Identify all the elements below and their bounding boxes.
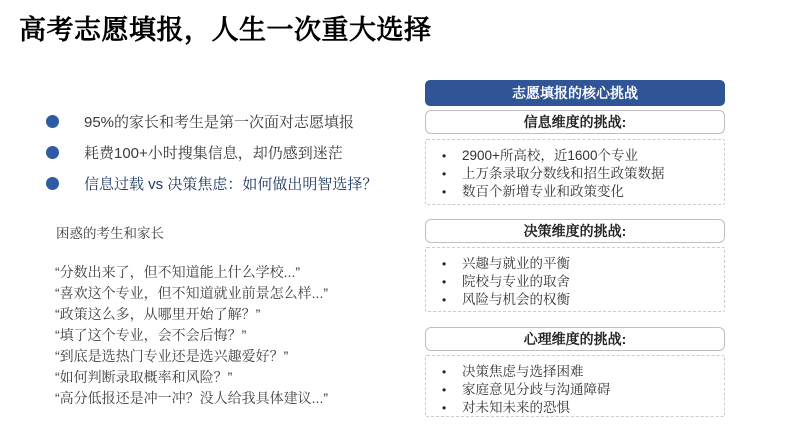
key-point <box>46 174 377 192</box>
quote-line: “政策这么多，从哪里开始了解？” <box>55 306 261 322</box>
section-title-psychology: 心理维度的挑战: <box>425 327 725 351</box>
section-items-information <box>425 139 725 205</box>
list-item: • 2900+所高校，近1600个专业 <box>426 147 724 165</box>
quote-line: “喜欢这个专业，但不知道就业前景怎么样...” <box>55 285 328 301</box>
quote-line: “如何判断录取概率和风险？” <box>55 369 233 385</box>
list-item: • 风险与机会的权衡 <box>426 291 724 309</box>
section-items-psychology <box>425 355 725 417</box>
key-points-list <box>46 112 377 205</box>
quote-line: “高分低报还是冲一冲？没人给我具体建议...” <box>55 390 328 406</box>
bullet-dot-icon <box>46 146 59 159</box>
key-point <box>46 112 377 130</box>
challenges-panel <box>425 80 725 425</box>
section-title-decision: 决策维度的挑战: <box>425 219 725 243</box>
list-item: • 对未知未来的恐惧 <box>426 399 724 417</box>
section-title-information: 信息维度的挑战: <box>425 110 725 134</box>
list-item: • 数百个新增专业和政策变化 <box>426 183 724 201</box>
key-point-text: 95%的家长和考生是第一次面对志愿填报 <box>84 113 355 131</box>
panel-header: 志愿填报的核心挑战 <box>425 80 725 106</box>
quote-line: “填了这个专业，会不会后悔？” <box>55 327 247 343</box>
list-item: • 上万条录取分数线和招生政策数据 <box>426 165 724 183</box>
section-items-decision <box>425 247 725 312</box>
quotes-label: 困惑的考生和家长 <box>56 226 164 241</box>
quote-line: “分数出来了，但不知道能上什么学校...” <box>55 264 300 280</box>
bullet-dot-icon <box>46 177 59 190</box>
list-item: • 决策焦虑与选择困难 <box>426 363 724 381</box>
page-title: 高考志愿填报，人生一次重大选择 <box>19 15 432 45</box>
quotes-list <box>55 262 328 409</box>
bullet-dot-icon <box>46 115 59 128</box>
list-item: • 家庭意见分歧与沟通障碍 <box>426 381 724 399</box>
list-item: • 兴趣与就业的平衡 <box>426 255 724 273</box>
list-item: • 院校与专业的取舍 <box>426 273 724 291</box>
key-point-text: 信息过载 vs 决策焦虑：如何做出明智选择？ <box>84 175 378 193</box>
quote-line: “到底是选热门专业还是选兴趣爱好？” <box>55 348 289 364</box>
key-point <box>46 143 377 161</box>
key-point-text: 耗费100+小时搜集信息，却仍感到迷茫 <box>84 144 343 162</box>
